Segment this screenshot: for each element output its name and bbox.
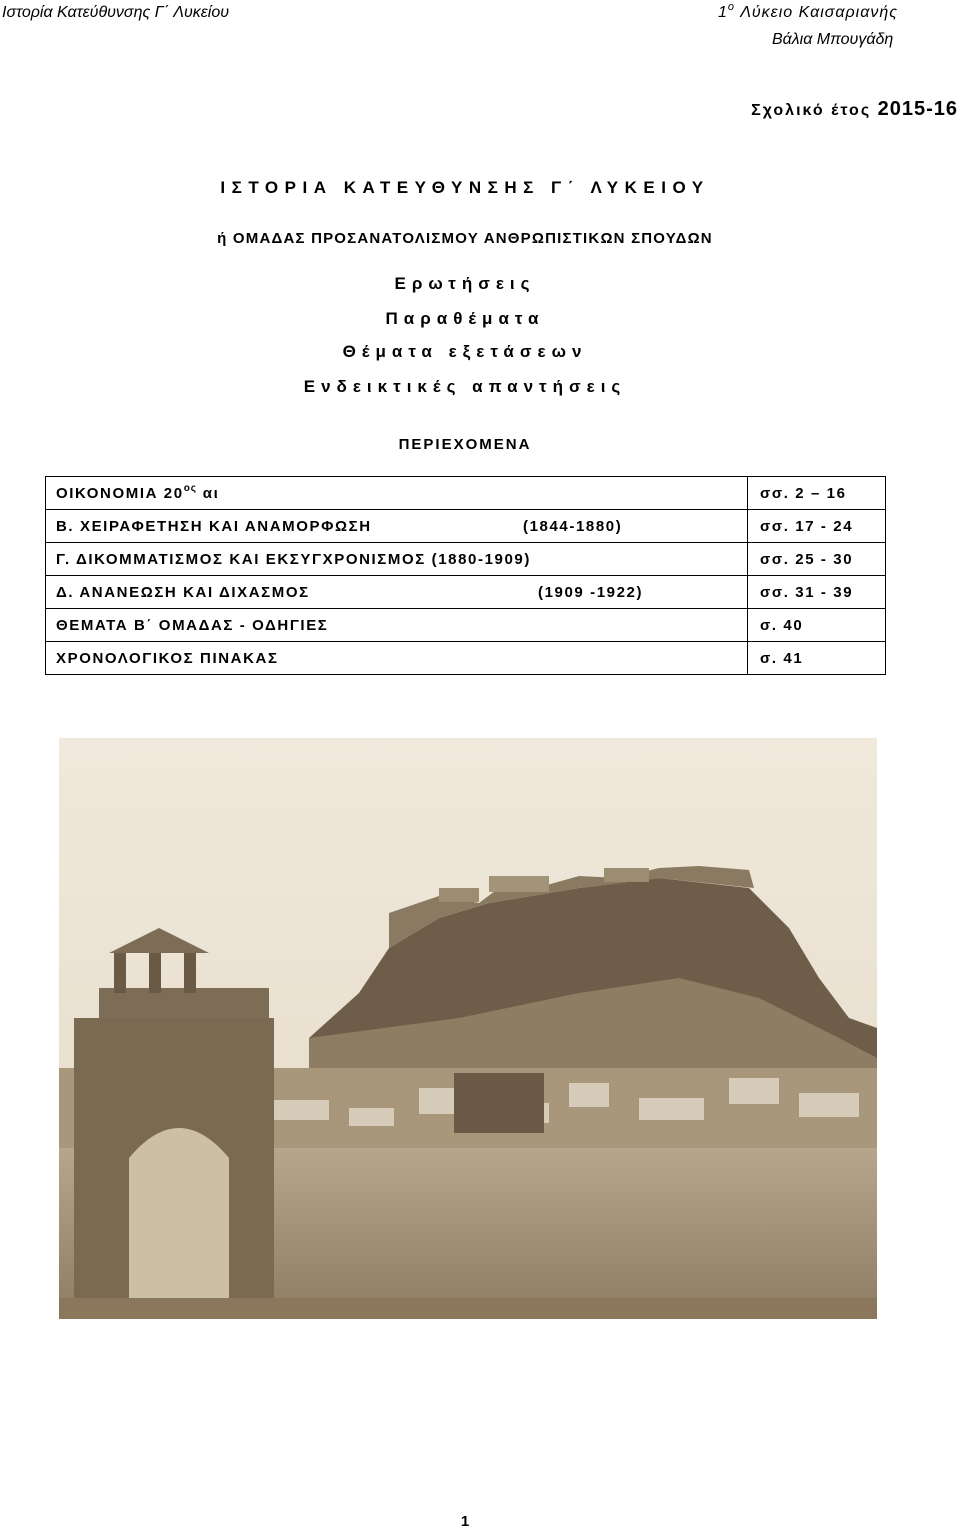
contents-title-text: Δ. ΑΝΑΝΕΩΣΗ ΚΑΙ ΔΙΧΑΣΜΟΣ [56, 583, 310, 601]
contents-row-dates: (1844-1880) [523, 518, 623, 535]
header-school [718, 1, 899, 22]
contents-title: ΠΕΡΙΕΧΟΜΕΝΑ [398, 436, 532, 453]
header-school-ordinal: ο [727, 1, 736, 13]
contents-row-title [46, 576, 748, 609]
contents-title-sup: ος [183, 482, 198, 494]
contents-row-pages: σ. 41 [748, 642, 886, 675]
contents-row-pages: σσ. 2 – 16 [748, 477, 886, 510]
contents-row-title [46, 477, 748, 510]
contents-row-title [46, 510, 748, 543]
contents-row-title: Γ. ΔΙΚΟΜΜΑΤΙΣΜΟΣ ΚΑΙ ΕΚΣΥΓΧΡΟΝΙΣΜΟΣ (1880-1909) [46, 543, 748, 576]
acropolis-photograph [59, 738, 877, 1319]
contents-title-after: αι [197, 484, 220, 502]
page-number: 1 [460, 1513, 470, 1530]
school-year [751, 98, 958, 121]
contents-row-pages: σσ. 31 - 39 [748, 576, 886, 609]
contents-row [46, 609, 886, 642]
header-author: Βάλια Μπουγάδη [772, 31, 894, 48]
header-course-title: Ιστορία Κατεύθυνσης Γ΄ Λυκείου [2, 4, 230, 21]
contents-row [46, 576, 886, 609]
header-school-name: Λύκειο Καισαριανής [735, 4, 899, 21]
contents-table [45, 476, 886, 675]
school-year-label: Σχολικό έτος [751, 102, 878, 119]
contents-row-pages: σσ. 25 - 30 [748, 543, 886, 576]
heading-answers: Ενδεικτικές απαντήσεις [303, 377, 627, 396]
acropolis-photo-illustration [59, 738, 877, 1319]
contents-row-pages: σσ. 17 - 24 [748, 510, 886, 543]
header-school-number: 1 [718, 4, 728, 21]
contents-row-title: ΘΕΜΑΤΑ Β΄ ΟΜΑΔΑΣ - ΟΔΗΓΙΕΣ [46, 609, 748, 642]
contents-row-title: ΧΡΟΝΟΛΟΓΙΚΟΣ ΠΙΝΑΚΑΣ [46, 642, 748, 675]
contents-row [46, 543, 886, 576]
heading-exam-topics: Θέματα εξετάσεων [342, 342, 588, 361]
contents-row-pages: σ. 40 [748, 609, 886, 642]
contents-row [46, 477, 886, 510]
contents-row [46, 642, 886, 675]
contents-title-text: Β. ΧΕΙΡΑΦΕΤΗΣΗ ΚΑΙ ΑΝΑΜΟΡΦΩΣΗ [56, 517, 372, 535]
main-title: ΙΣΤΟΡΙΑ ΚΑΤΕΥΘΥΝΣΗΣ Γ΄ ΛΥΚΕΙΟΥ [220, 178, 710, 197]
contents-title-text: ΟΙΚΟΝΟΜΙΑ 20 [56, 484, 184, 502]
subtitle: ή ΟΜΑΔΑΣ ΠΡΟΣΑΝΑΤΟΛΙΣΜΟΥ ΑΝΘΡΩΠΙΣΤΙΚΩΝ ΣΠΟΥΔΩΝ [217, 230, 713, 247]
school-year-value: 2015-16 [877, 98, 958, 120]
heading-questions: Ερωτήσεις [394, 274, 536, 293]
contents-row [46, 510, 886, 543]
heading-sources: Παραθέματα [385, 309, 545, 328]
contents-row-dates: (1909 -1922) [538, 584, 644, 601]
